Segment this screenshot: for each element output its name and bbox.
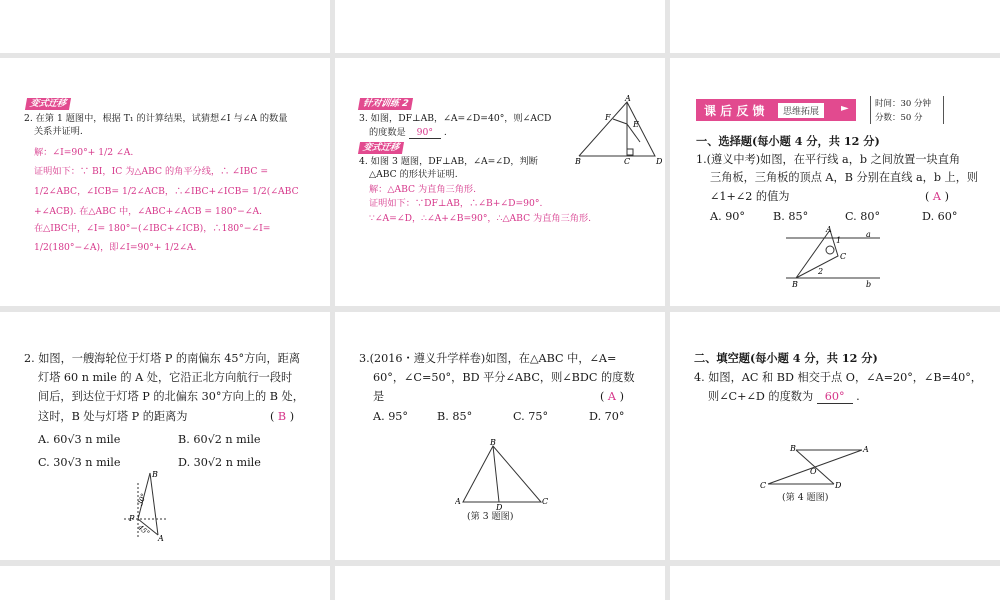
answer-choice: ( A ) [925, 190, 949, 203]
figure-caption: (第 4 题图) [782, 492, 829, 503]
question-line: 60°，∠C=50°，BD 平分∠ABC，则∠BDC 的度数 [373, 371, 635, 384]
triangle-figure [575, 94, 665, 164]
question-line: 的度数是 90° . [369, 127, 447, 138]
question-line: △ABC 的形状并证明. [369, 169, 458, 180]
question-line: 三角板，三角板的顶点 A，B 分别在直线 a，b 上，则 [710, 171, 979, 184]
panel-fill-in-blank [670, 312, 1000, 560]
question-line: 灯塔 60 n mile 的 A 处，它沿正北方向航行一段时 [38, 371, 293, 384]
option-d: D. 30√2 n mile [178, 456, 261, 469]
point-label: P [129, 514, 135, 523]
panel-lighthouse-problem [0, 312, 330, 560]
question-line: 3.(2016・遵义升学样卷)如图，在△ABC 中，∠A= [359, 352, 617, 365]
parallel-lines-figure [780, 226, 890, 288]
option-a: A. 60√3 n mile [38, 433, 121, 446]
question-line: 2. 如图，一艘海轮位于灯塔 P 的南偏东 45°方向，距离 [24, 352, 301, 365]
point-label: F [605, 113, 611, 122]
time-limit: 时间：30 分钟 [875, 99, 932, 109]
question-line: 4. 如图，AC 和 BD 相交于点 O，∠A=20°，∠B=40°， [694, 371, 982, 384]
section-tag: 变式迁移 [25, 98, 71, 110]
point-label: C [760, 481, 767, 490]
question-line: 1.(遵义中考)如图，在平行线 a，b 之间放置一块直角 [696, 153, 961, 166]
option-c: C. 75° [513, 410, 549, 423]
intersecting-lines-figure [758, 442, 878, 492]
answer-line: 在△IBC中，∠I= 180°−(∠IBC+∠ICB)，∴180°−∠I= [34, 223, 271, 234]
angle-label: 45° [136, 523, 152, 538]
point-label: D [496, 503, 503, 510]
time-bracket [870, 96, 944, 124]
arrow-icon: ► [841, 103, 849, 114]
line-label: b [866, 280, 872, 288]
point-label: B [792, 280, 798, 288]
answer-line: 解：△ABC 为直角三角形. [369, 184, 476, 195]
point-label: B [790, 444, 796, 453]
section-title: 一、选择题(每小题 4 分，共 12 分) [696, 134, 880, 148]
question-line: 3. 如图，DF⊥AB，∠A=∠D=40°，则∠ACD [359, 113, 552, 124]
option-d: D. 60° [922, 210, 958, 223]
point-label: B [575, 157, 581, 164]
option-a: A. 95° [373, 410, 409, 423]
question-line: 关系并证明. [34, 126, 83, 137]
option-c: C. 30√3 n mile [38, 456, 121, 469]
panel-top-left [0, 0, 330, 53]
panel-bottom-left [0, 566, 330, 600]
triangle-bisector-figure [455, 438, 555, 510]
option-b: B. 60√2 n mile [178, 433, 261, 446]
answer-line: 1/2∠ABC，∠ICB= 1/2∠ACB，∴∠IBC+∠ICB= 1/2(∠ABC [34, 186, 299, 197]
question-line: 是 [373, 390, 385, 403]
answer-line: +∠ACB). 在△ABC 中，∠ABC+∠ACB = 180°−∠A. [34, 206, 263, 217]
point-label: A [158, 534, 164, 541]
answer-blank: 60° [817, 390, 853, 404]
angle-label: 1 [836, 236, 842, 245]
section-title: 二、填空题(每小题 4 分，共 12 分) [694, 351, 878, 365]
option-a: A. 90° [710, 210, 746, 223]
answer-line: 证明如下：∵ BI，IC 为△ABC 的角平分线，∴ ∠IBC = [34, 166, 269, 177]
point-label: D [835, 481, 842, 490]
point-label: C [542, 497, 549, 506]
panel-bottom-right [670, 566, 1000, 600]
answer-line: 证明如下：∵DF⊥AB，∴∠B+∠D=90°. [369, 198, 543, 209]
line-label: a [866, 230, 871, 239]
answer-choice: ( A ) [600, 390, 624, 403]
panel-right-triangle-problem [335, 58, 665, 306]
question-line: 2. 在第 1 题图中，根据 T₁ 的计算结果，试猜想∠I 与∠A 的数量 [24, 113, 288, 124]
point-label: B [152, 470, 158, 479]
lighthouse-figure [120, 469, 180, 541]
point-label: E [633, 120, 639, 129]
option-b: B. 85° [437, 410, 473, 423]
angle-label: 2 [818, 267, 824, 276]
question-line: ∠1+∠2 的值为 [710, 190, 790, 203]
panel-angle-bisector-proof [0, 58, 330, 306]
question-line: 这时，B 处与灯塔 P 的距离为 [38, 410, 188, 423]
point-label: C [840, 252, 847, 261]
point-label: C [624, 157, 631, 164]
point-label: D [656, 157, 663, 164]
point-label: A [826, 226, 832, 234]
option-c: C. 80° [845, 210, 881, 223]
panel-bottom-middle [335, 566, 665, 600]
point-label: A [625, 94, 631, 103]
point-label: A [863, 445, 869, 454]
panel-top-middle [335, 0, 665, 53]
section-tag: 变式迁移 [358, 142, 404, 154]
answer-line: 1/2(180°−∠A)，即∠I=90°+ 1/2∠A. [34, 242, 197, 253]
panel-angle-bisector-mcq [335, 312, 665, 560]
answer-blank: 90° [409, 127, 441, 139]
answer-choice: ( B ) [270, 410, 295, 423]
answer-line: ∵∠A=∠D，∴∠A+∠B=90°，∴△ABC 为直角三角形. [369, 213, 592, 224]
point-label: B [490, 438, 496, 447]
figure-caption: (第 3 题图) [467, 511, 514, 522]
feedback-banner [696, 99, 856, 121]
panel-top-right [670, 0, 1000, 53]
banner-title: 课 后 反 馈 [704, 104, 765, 118]
section-tag: 针对训练 2 [358, 98, 414, 110]
angle-label: 30° [136, 492, 149, 507]
option-b: B. 85° [773, 210, 809, 223]
question-line: 则∠C+∠D 的度数为 60° . [708, 390, 860, 403]
answer-line: 解：∠I=90°+ 1/2 ∠A. [34, 147, 134, 158]
option-d: D. 70° [589, 410, 625, 423]
question-line: 间后，到达位于灯塔 P 的北偏东 30°方向上的 B 处， [38, 390, 304, 403]
banner-subtitle: 思维拓展 [778, 103, 824, 118]
score-total: 分数：50 分 [875, 113, 923, 123]
point-label: O [810, 467, 817, 476]
question-line: 4. 如图 3 题图，DF⊥AB，∠A=∠D，判断 [359, 156, 538, 167]
point-label: A [455, 497, 461, 506]
panel-after-class-feedback [670, 58, 1000, 306]
